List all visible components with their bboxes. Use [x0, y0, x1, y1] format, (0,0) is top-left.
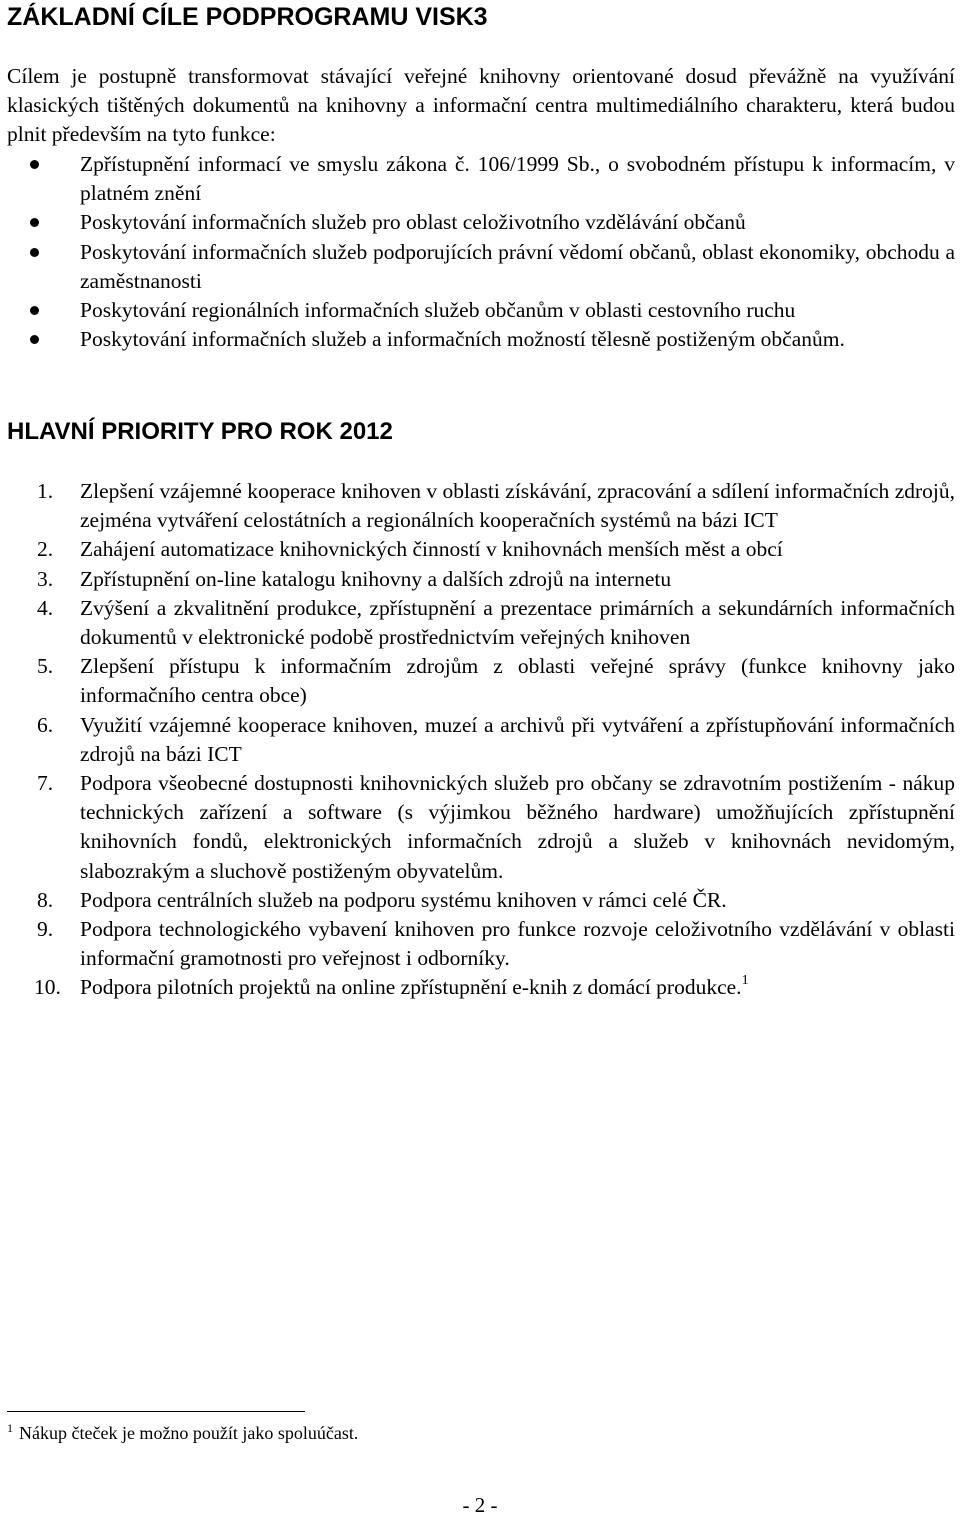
item-number: 7.: [37, 771, 54, 796]
priorities-heading: HLAVNÍ PRIORITY PRO ROK 2012: [7, 418, 393, 445]
item-text: Zlepšení vzájemné kooperace knihoven v oblasti získávání, zpracování a sdílení informačních zdrojů, zejména vytváření celostátních a regionálních kooperačních systémů na bázi ICT: [80, 479, 955, 533]
list-item: [0, 973, 955, 1002]
item-text: Podpora pilotních projektů na online zpřístupnění e-knih z domácí produkce.: [80, 975, 742, 1000]
list-item: [0, 652, 955, 710]
bullet-text: Poskytování informačních služeb pro oblast celoživotního vzdělávání občanů: [80, 210, 746, 235]
bullet-text: Poskytování informačních služeb podporujících právní vědomí občanů, oblast ekonomiky, obchodu a zaměstnanosti: [80, 239, 955, 293]
item-number: 5.: [37, 654, 54, 679]
item-number: 4.: [37, 595, 54, 620]
bullet-icon: [30, 335, 39, 344]
item-number: 6.: [37, 712, 54, 737]
item-number: 3.: [37, 566, 54, 591]
list-item: [0, 208, 955, 237]
page-number: - 2 -: [462, 1493, 498, 1517]
list-item: [0, 477, 955, 535]
priorities-numbered-list: [0, 477, 955, 1003]
item-text: Zvýšení a zkvalitnění produkce, zpřístupnění a prezentace primárních a sekundárních informačních dokumentů v elektronické podobě prostřednictvím veřejných knihoven: [80, 595, 955, 650]
list-item: [0, 886, 955, 915]
main-heading: ZÁKLADNÍ CÍLE PODPROGRAMU VISK3: [7, 3, 488, 31]
list-item: [0, 150, 955, 208]
bullet-text: Poskytování regionálních informačních služeb občanům v oblasti cestovního ruchu: [80, 298, 796, 323]
item-number: 9.: [37, 917, 54, 942]
list-item: [0, 565, 955, 594]
intro-paragraph: Cílem je postupně transformovat stávající veřejné knihovny orientované dosud převážně na využívání klasických tištěných dokumentů na knihovny a informační centra multimediálního charakteru, která budou plnit především na tyto funkce:: [7, 64, 955, 147]
bullet-text: Poskytování informačních služeb a informačních možností tělesně postiženým občanům.: [80, 327, 845, 352]
list-item: [0, 711, 955, 769]
item-number: 10.: [34, 975, 61, 1000]
list-item: [0, 238, 955, 296]
footnote-text: Nákup čteček je možno použít jako spoluúčast.: [19, 1423, 359, 1443]
item-number: 1.: [37, 479, 54, 503]
bullet-icon: [30, 248, 39, 257]
bullet-icon: [30, 306, 39, 315]
item-text: Zlepšení přístupu k informačním zdrojům z oblasti veřejné správy (funkce knihovny jako informačního centra obce): [80, 654, 955, 708]
bullet-icon: [30, 160, 39, 169]
item-number: 8.: [37, 887, 54, 912]
list-item: [0, 769, 955, 886]
footnote-mark: 1: [7, 1421, 13, 1435]
functions-bullet-list: [0, 150, 955, 354]
item-text: Podpora technologického vybavení knihoven pro funkce rozvoje celoživotního vzdělávání v oblasti informační gramotnosti pro veřejnost i odborníky.: [80, 917, 955, 971]
list-item: [0, 325, 955, 354]
item-text: Zahájení automatizace knihovnických činností v knihovnách menších měst a obcí: [80, 537, 783, 562]
list-item: [0, 535, 955, 564]
list-item: [0, 915, 955, 973]
item-text: Podpora všeobecné dostupnosti knihovnických služeb pro občany se zdravotním postižením - nákup technických zařízení a software (s výjimkou běžného hardware) umožňujících zpřístupnění knihovních fondů, elektronických informačních zdrojů a služeb v knihovnách nevidomým, slabozrakým a sluchově postiženým obyvatelům.: [80, 771, 955, 883]
footnote-reference[interactable]: 1: [741, 973, 749, 989]
item-text: Podpora centrálních služeb na podporu systému knihoven v rámci celé ČR.: [80, 887, 727, 912]
footnote: [7, 1421, 358, 1445]
bullet-text: Zpřístupnění informací ve smyslu zákona č. 106/1999 Sb., o svobodném přístupu k informacím, v platném znění: [80, 152, 955, 206]
list-item: [0, 594, 955, 652]
bullet-icon: [30, 218, 39, 227]
footnote-separator: [7, 1411, 305, 1412]
list-item: [0, 296, 955, 325]
item-number: 2.: [37, 537, 54, 562]
item-text: Zpřístupnění on-line katalogu knihovny a dalších zdrojů na internetu: [80, 566, 672, 591]
item-text: Využití vzájemné kooperace knihoven, muzeí a archivů při vytváření a zpřístupňování informačních zdrojů na bázi ICT: [80, 712, 955, 766]
